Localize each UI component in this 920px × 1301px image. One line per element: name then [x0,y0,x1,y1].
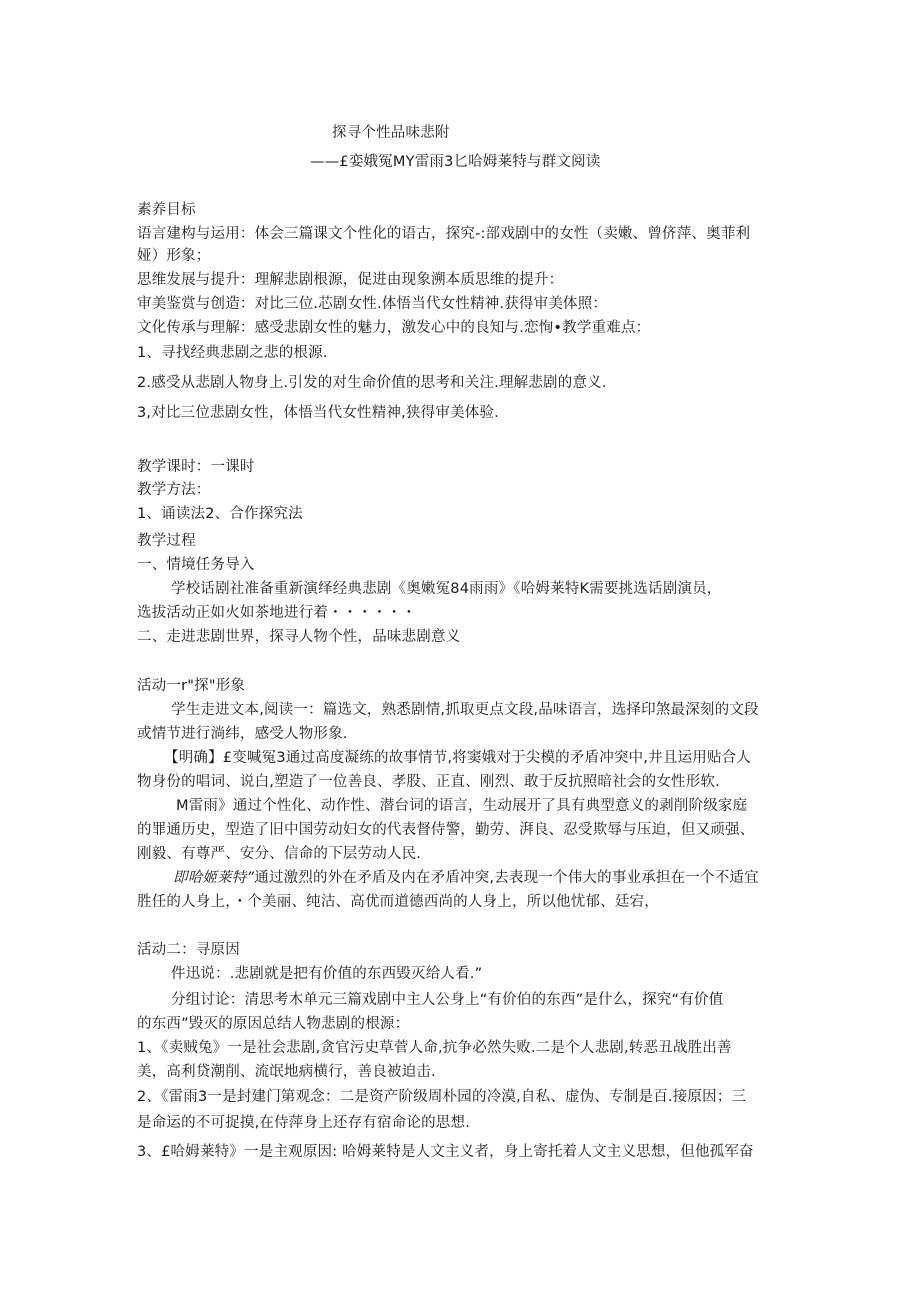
leiyu-para: M雷雨》通过个性化、动作性、潜台词的语言，生动展开了具有典型意义的剥削阶级家庭 [176,798,748,814]
process-heading: 教学过程 [137,533,196,549]
clarify-para: 【明确】£变喊冤3通过高度凝练的故事情节,将窦娥对于尖模的矛盾冲突中,井且运用贴合人 [164,750,752,766]
hamlet-para-text: 通过激烈的外在矛盾及内在矛盾冲突,去表现一个伟大的事业承担在一个不适宜 [254,870,759,886]
activity1-heading: 活动一r"探"形象 [137,678,246,694]
activity2-quote: 件迅说：.悲剧就是把有价值的东西毁灭给人看.” [171,966,483,982]
doc-subtitle: ——£娈娥冤MY雷雨3匕哈姆莱特与群文阅读 [310,154,601,170]
activity2-discuss: 的东西”毁灭的原因总结人物悲剧的根源： [137,1016,410,1032]
leiyu-para: 的罪通历史，型造了旧中国劳动妇女的代表督侍警，勤劳、湃良、忍受欺辱与压迫，但又顽强、 [137,822,755,838]
reason-line: 是命运的不可捉摸,在侍萍身上还存有宿命论的思想. [137,1115,471,1131]
section1-body: 学校话剧社准备重新演绎经典悲剧《奥嫩冤84雨雨》《哈姆莱特K需要挑选话剧演员， [171,581,722,597]
hamlet-para-first [173,868,759,888]
activity1-body: 或情节进行淌纬，感受人物形象. [137,726,348,742]
goal-line: 文化传承与理解：感受悲剧女性的魅力，激发心中的良知与.恋恂•教学重难点： [137,320,651,336]
clarify-para: 物身份的唱词、说白,塑造了一位善良、孝股、正直、刚烈、敢于反抗照暗社会的女性形软. [137,774,720,790]
goal-line: 娅）形象； [137,248,211,264]
section1-body: 选拔活动正如火如茶地进行着・・・・・・ [137,605,417,621]
goal-line: 思维发展与提升：理解悲剧根源，促进由现象溯本质思维的提升： [137,272,564,288]
reason-line: 2、《雷雨3一是封建门第观念：二是资产阶级周朴园的冷漠,自私、虚伪、专制是百.接原因；三 [137,1089,747,1105]
activity1-body: 学生走进文本,阅读一：篇选文，熟悉剧情,抓取更点文段,品味语言，选择印煞最深刻的文段 [171,702,759,718]
section2-heading: 二、走进悲剧世界，探寻人物个性，品味悲剧意义 [137,629,461,645]
section1-heading: 一、情境任务导入 [137,557,255,573]
literacy-heading: 素养目标 [137,202,196,218]
doc-title: 探寻个性品味悲附 [332,125,450,141]
key-point: 1、寻找经典悲剧之悲的根源. [137,345,328,361]
lesson-time: 教学课时：一课时 [137,459,255,475]
hamlet-para: 胜任的人身上，・个美丽、纯沽、高优而道德西尚的人身上，所以他忧郁、廷宕， [137,894,659,910]
goal-line: 审美鉴赏与创造：对比三位.芯剧女性.体悟当代女性精神.获得审美体照： [137,296,608,312]
activity2-discuss: 分组讨论：清思考木单元三篇戏剧中主人公身上“有价伯的东西”是什么，探究“有价值 [171,992,724,1008]
reason-line: 1、《卖贼兔》一是社会悲剧,贪官污史草菅人命,抗争必然失败.二是个人悲剧,转恶丑战胜出善 [137,1040,732,1056]
activity2-heading: 活动二：寻原因 [137,942,240,958]
methods-list: 1、诵读法2、合作探究法 [137,506,303,522]
hamlet-title-italic: 即哈姬莱特” [173,870,255,886]
key-point: 3,对比三位悲剧女性，体悟当代女性精神,狭得审美体验. [137,405,499,421]
leiyu-para: 刚毅、有尊严、安分、信命的下层劳动人民. [137,846,422,862]
methods-heading: 教学方法： [137,482,211,498]
reason-line: 美，高利贷潮削、流氓地病横行，善良被迫击. [137,1064,436,1080]
reason-line: 3、£哈姆莱特》一是主观原因: 哈姆莱特是人文主义者，身上寄托着人文主义思想，但他孤军奋 [137,1144,754,1160]
key-point: 2.感受从悲剧人物身上.引发的对生命价值的思考和关注.理解悲剧的意义. [137,375,607,391]
goal-line: 语言建构与运用：体会三篇课文个性化的语古，探究-:部戏剧中的女性（卖嫩、曾侪萍、奥菲利 [137,226,751,242]
